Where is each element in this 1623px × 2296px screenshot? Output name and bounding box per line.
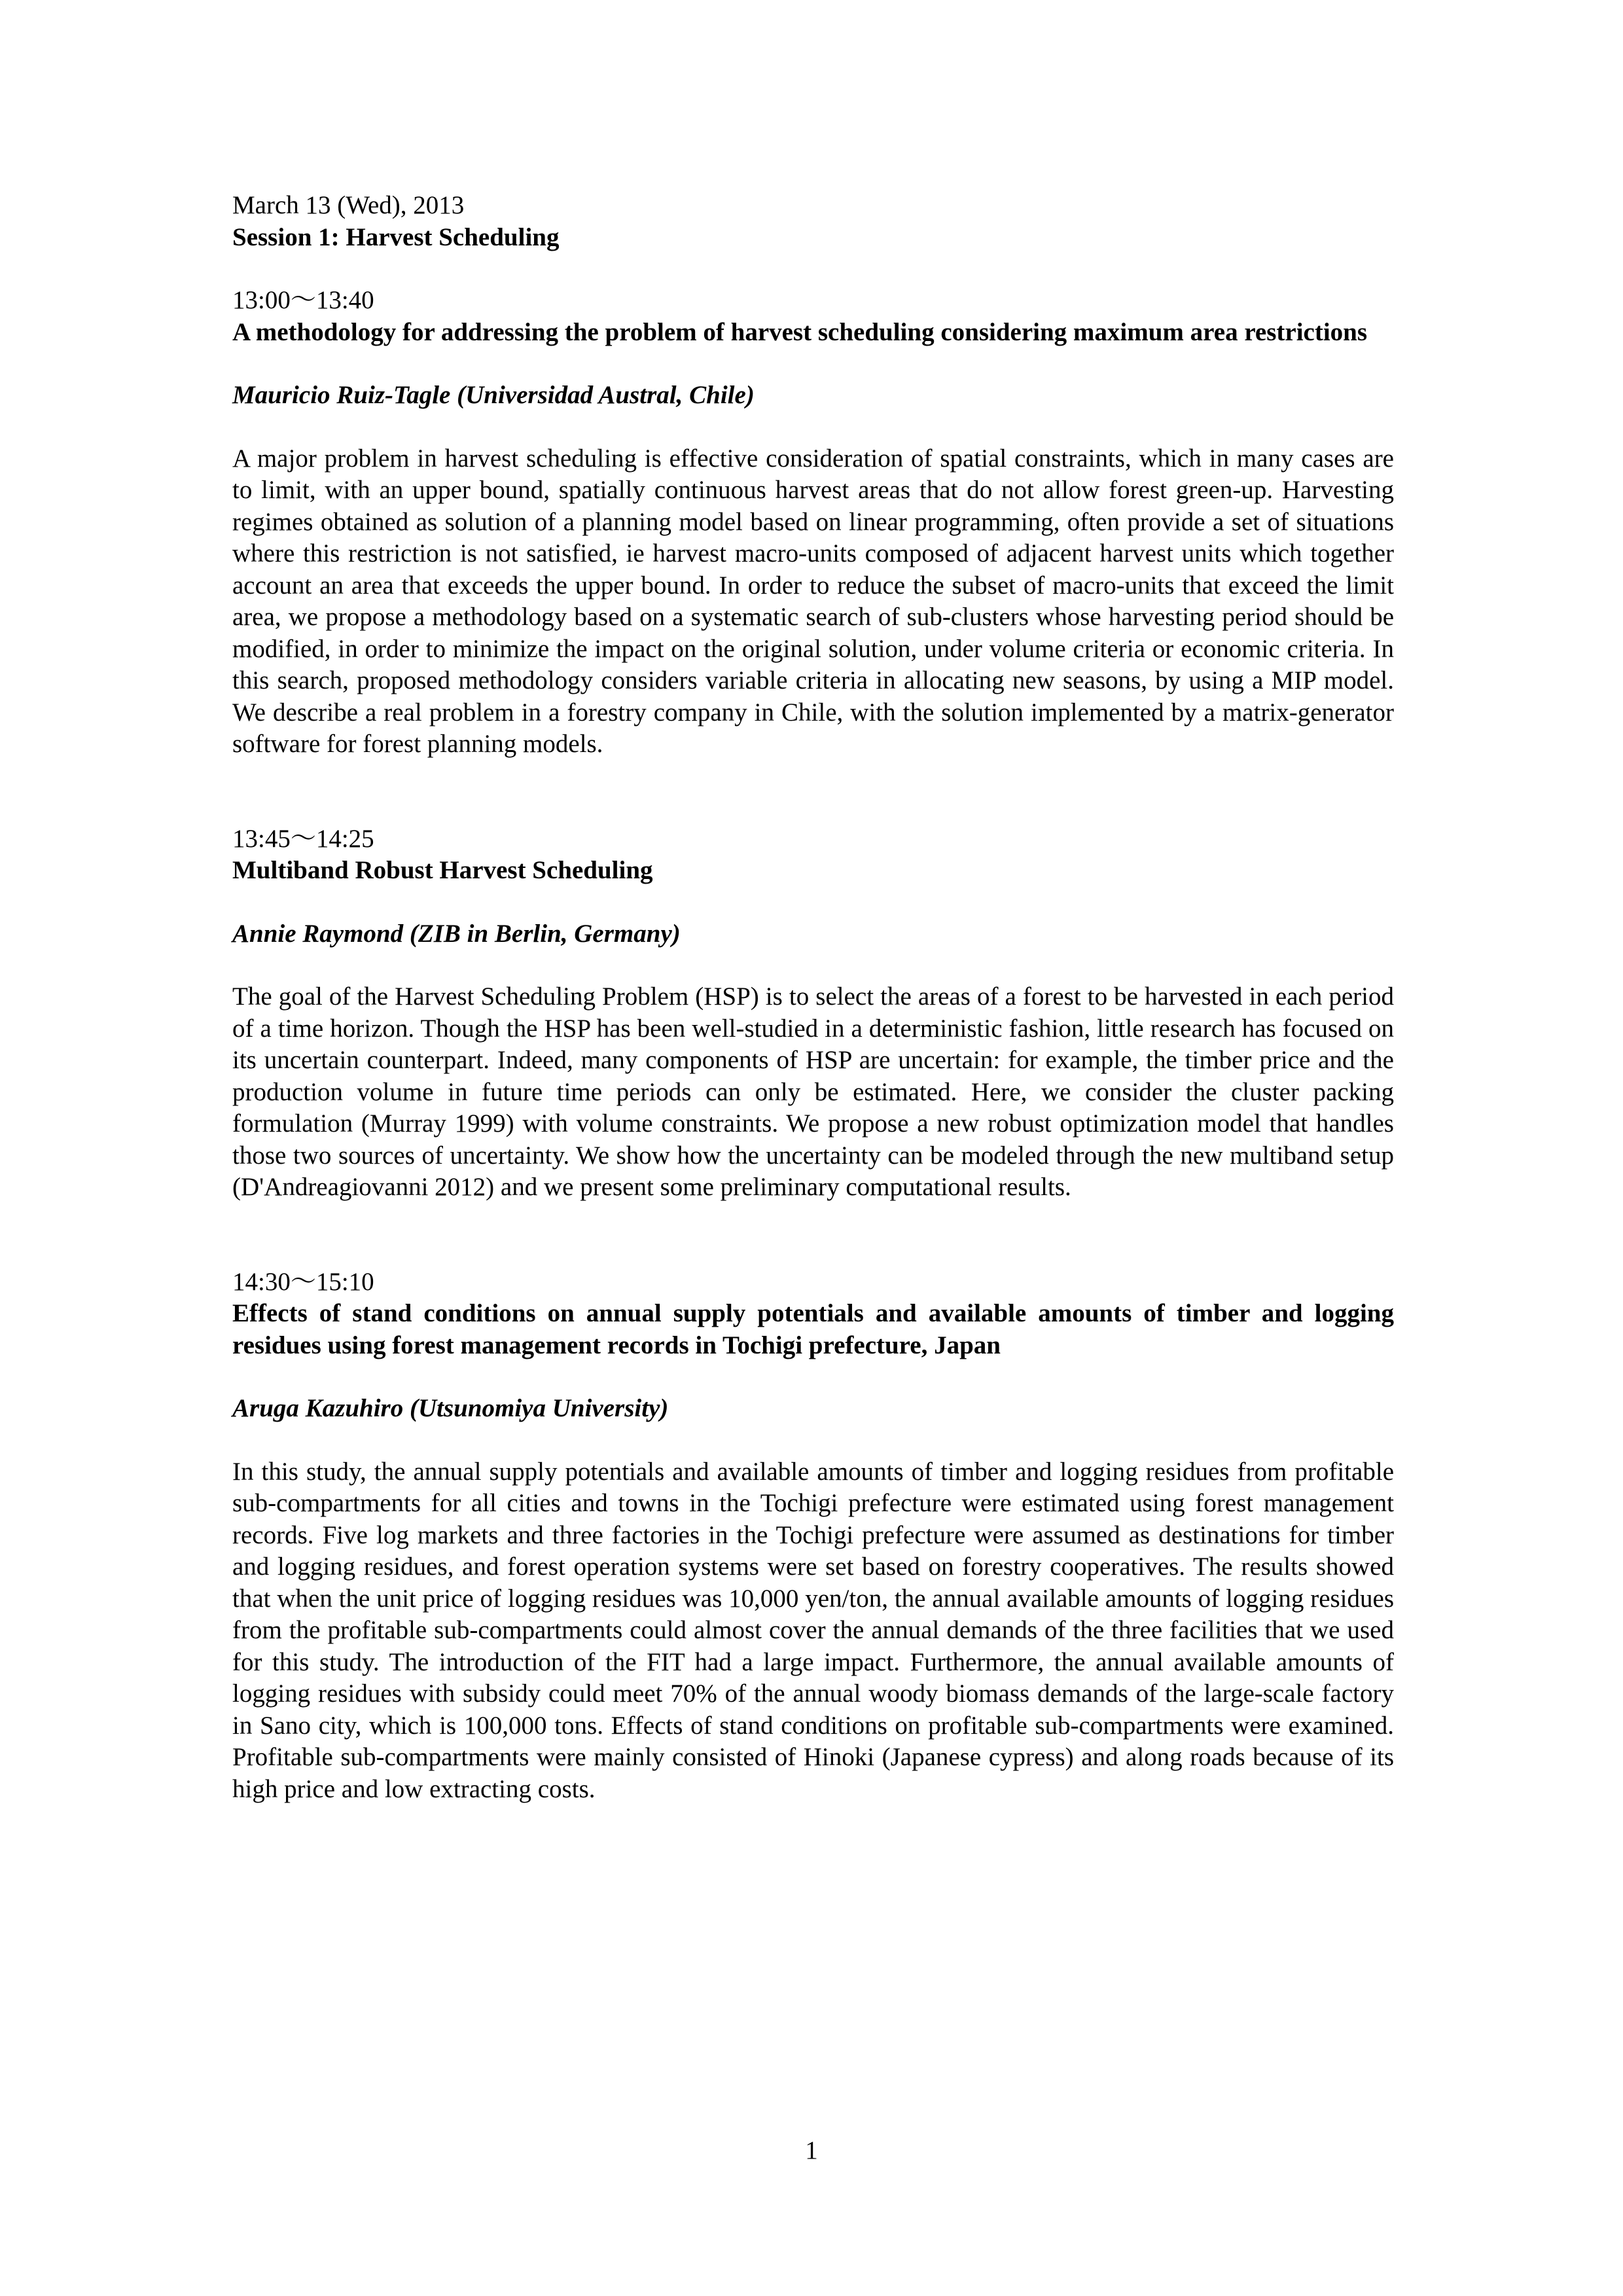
document-body bbox=[232, 190, 1394, 1805]
talk-1 bbox=[232, 285, 1394, 761]
talk-author: Annie Raymond (ZIB in Berlin, Germany) bbox=[232, 919, 681, 948]
session-title: Session 1: Harvest Scheduling bbox=[232, 223, 560, 251]
session-date: March 13 (Wed), 2013 bbox=[232, 191, 465, 219]
talk-abstract: In this study, the annual supply potentials and available amounts of timber and logging residues from profitable sub-compartments for all cities and towns in the Tochigi prefecture were estimated using forest management records. Five log markets and three factories in the Tochigi prefecture were assumed as destinations for timber and logging residues, and forest operation systems were set based on forestry cooperatives. The results showed that when the unit price of logging residues was 10,000 yen/ton, the annual available amounts of logging residues from the profitable sub-compartments could almost cover the annual demands of the three facilities that we used for this study. The introduction of the FIT had a large impact. Furthermore, the annual available amounts of logging residues with subsidy could meet 70% of the annual woody biomass demands of the large-scale factory in Sano city, which is 100,000 tons. Effects of stand conditions on profitable sub-compartments were examined. Profitable sub-compartments were mainly consisted of Hinoki (Japanese cypress) and along roads because of its high price and low extracting costs. bbox=[232, 1457, 1394, 1803]
talk-time: 13:00～13:40 bbox=[232, 286, 374, 314]
talk-abstract: A major problem in harvest scheduling is effective consideration of spatial constraints, which in many cases are to limit, with an upper bound, spatially continuous harvest areas that do not allow forest green-up. Harvesting regimes obtained as solution of a planning model based on linear programming, often provide a set of situations where this restriction is not satisfied, ie harvest macro-units composed of adjacent harvest units which together account an area that exceeds the upper bound. In order to reduce the subset of macro-units that exceed the limit area, we propose a methodology based on a systematic search of sub-clusters whose harvesting period should be modified, in order to minimize the impact on the original solution, under volume criteria or economic criteria. In this search, proposed methodology considers variable criteria in allocating new seasons, by using a MIP model. We describe a real problem in a forestry company in Chile, with the solution implemented by a matrix-generator software for forest planning models. bbox=[232, 444, 1394, 758]
talk-time: 13:45～14:25 bbox=[232, 824, 374, 853]
talk-abstract: The goal of the Harvest Scheduling Problem (HSP) is to select the areas of a forest to be harvested in each period of a time horizon. Though the HSP has been well-studied in a deterministic fashion, little research has focused on its uncertain counterpart. Indeed, many components of HSP are uncertain: for example, the timber price and the production volume in future time periods can only be estimated. Here, we consider the cluster packing formulation (Murray 1999) with volume constraints. We propose a new robust optimization model that handles those two sources of uncertainty. We show how the uncertainty can be modeled through the new multiband setup (D'Andreagiovanni 2012) and we present some preliminary computational results. bbox=[232, 982, 1394, 1201]
talk-author: Mauricio Ruiz-Tagle (Universidad Austral, Chile) bbox=[232, 381, 755, 409]
talk-3 bbox=[232, 1266, 1394, 1806]
talk-2 bbox=[232, 823, 1394, 1204]
page-number: 1 bbox=[805, 2136, 818, 2164]
talk-title: A methodology for addressing the problem of harvest scheduling considering maximum area restrictions bbox=[232, 317, 1368, 346]
talk-time: 14:30～15:10 bbox=[232, 1267, 374, 1296]
talk-author: Aruga Kazuhiro (Utsunomiya University) bbox=[232, 1394, 669, 1422]
talk-title: Effects of stand conditions on annual supply potentials and available amounts of timber and logging residues using forest management records in Tochigi prefecture, Japan bbox=[232, 1299, 1394, 1359]
talk-title: Multiband Robust Harvest Scheduling bbox=[232, 856, 653, 884]
